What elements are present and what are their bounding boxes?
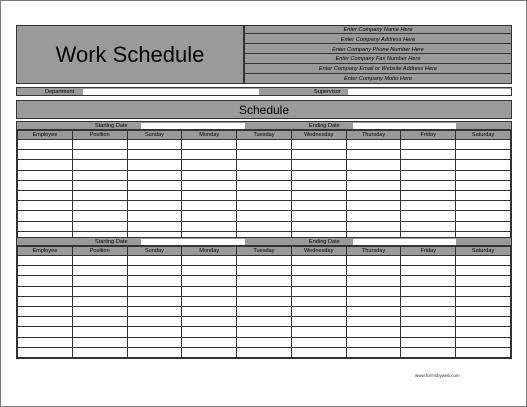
- schedule-cell[interactable]: [182, 211, 237, 221]
- schedule-cell[interactable]: [237, 286, 292, 296]
- col-monday: Monday: [182, 131, 237, 140]
- schedule-cell[interactable]: [72, 337, 127, 347]
- schedule-cell[interactable]: [237, 296, 292, 306]
- schedule-cell[interactable]: [346, 201, 401, 211]
- schedule-cell[interactable]: [291, 327, 346, 337]
- schedule-cell[interactable]: [456, 180, 511, 190]
- schedule-cell[interactable]: [456, 221, 511, 231]
- schedule-cell[interactable]: [401, 347, 456, 357]
- schedule-cell[interactable]: [291, 170, 346, 180]
- schedule-cell[interactable]: [182, 256, 237, 266]
- col-wednesday: Wednesday: [291, 247, 346, 256]
- schedule-cell[interactable]: [72, 211, 127, 221]
- footer-url: www.formsbyweb.com: [415, 373, 460, 378]
- schedule-cell[interactable]: [237, 256, 292, 266]
- schedule-cell[interactable]: [182, 286, 237, 296]
- schedule-cell[interactable]: [401, 190, 456, 200]
- schedule-cell[interactable]: [72, 256, 127, 266]
- schedule-cell[interactable]: [127, 160, 182, 170]
- col-thursday: Thursday: [346, 247, 401, 256]
- schedule-cell[interactable]: [72, 347, 127, 357]
- department-input[interactable]: [83, 89, 259, 95]
- schedule-cell[interactable]: [127, 190, 182, 200]
- schedule-cell[interactable]: [456, 317, 511, 327]
- schedule-cell[interactable]: [346, 221, 401, 231]
- col-position: Position: [72, 131, 127, 140]
- schedule-cell[interactable]: [18, 347, 73, 357]
- schedule-cell[interactable]: [72, 140, 127, 150]
- schedule-cell[interactable]: [127, 276, 182, 286]
- schedule-cell[interactable]: [346, 140, 401, 150]
- schedule-cell[interactable]: [456, 347, 511, 357]
- schedule-cell[interactable]: [346, 180, 401, 190]
- schedule-cell[interactable]: [18, 256, 73, 266]
- schedule-cell[interactable]: [182, 180, 237, 190]
- table-row: [18, 140, 511, 150]
- schedule-cell[interactable]: [127, 296, 182, 306]
- schedule-cell[interactable]: [18, 190, 73, 200]
- schedule-cell[interactable]: [237, 266, 292, 276]
- department-label: Department: [45, 89, 75, 95]
- schedule-cell[interactable]: [18, 150, 73, 160]
- schedule-cell[interactable]: [401, 211, 456, 221]
- supervisor-label: Supervisor: [314, 89, 341, 95]
- schedule-cell[interactable]: [18, 170, 73, 180]
- table-row: [18, 170, 511, 180]
- schedule-cell[interactable]: [237, 276, 292, 286]
- table-row: [18, 266, 511, 276]
- schedule-cell[interactable]: [18, 221, 73, 231]
- schedule-cell[interactable]: [456, 266, 511, 276]
- schedule-cell[interactable]: [18, 317, 73, 327]
- schedule-cell[interactable]: [291, 201, 346, 211]
- schedule-cell[interactable]: [346, 306, 401, 316]
- schedule-cell[interactable]: [182, 327, 237, 337]
- schedule-cell[interactable]: [182, 276, 237, 286]
- schedule-cell[interactable]: [401, 170, 456, 180]
- schedule-cell[interactable]: [401, 337, 456, 347]
- schedule-cell[interactable]: [72, 266, 127, 276]
- col-wednesday: Wednesday: [291, 131, 346, 140]
- schedule-cell[interactable]: [182, 337, 237, 347]
- schedule-cell[interactable]: [346, 211, 401, 221]
- company-motto-field[interactable]: Enter Company Motto Here: [343, 76, 413, 82]
- schedule-cell[interactable]: [291, 140, 346, 150]
- schedule-cell[interactable]: [401, 180, 456, 190]
- schedule-cell[interactable]: [237, 211, 292, 221]
- schedule-cell[interactable]: [127, 266, 182, 276]
- col-sunday: Sunday: [127, 247, 182, 256]
- company-name-field[interactable]: Enter Company Name Here: [245, 26, 511, 34]
- schedule-cell[interactable]: [346, 150, 401, 160]
- schedule-cell[interactable]: [346, 317, 401, 327]
- schedule-cell[interactable]: [18, 337, 73, 347]
- schedule-cell[interactable]: [72, 306, 127, 316]
- schedule-cell[interactable]: [182, 160, 237, 170]
- schedule-cell[interactable]: [72, 286, 127, 296]
- schedule-cell[interactable]: [127, 221, 182, 231]
- schedule-cell[interactable]: [182, 347, 237, 357]
- schedule-cell[interactable]: [291, 317, 346, 327]
- schedule-cell[interactable]: [346, 347, 401, 357]
- table-row: [18, 347, 511, 357]
- schedule-cell[interactable]: [291, 347, 346, 357]
- schedule-cell[interactable]: [182, 306, 237, 316]
- schedule-cell[interactable]: [237, 306, 292, 316]
- table-row: [18, 201, 511, 211]
- schedule-cell[interactable]: [401, 256, 456, 266]
- col-position: Position: [72, 247, 127, 256]
- schedule-cell[interactable]: [127, 140, 182, 150]
- schedule-cell[interactable]: [18, 140, 73, 150]
- schedule-cell[interactable]: [72, 160, 127, 170]
- schedule-cell[interactable]: [72, 317, 127, 327]
- schedule-cell[interactable]: [18, 286, 73, 296]
- schedule-cell[interactable]: [18, 276, 73, 286]
- col-friday: Friday: [401, 247, 456, 256]
- table-row: [18, 256, 511, 266]
- schedule-cell[interactable]: [291, 160, 346, 170]
- schedule-cell[interactable]: [456, 276, 511, 286]
- schedule-cell[interactable]: [401, 327, 456, 337]
- schedule-cell[interactable]: [237, 327, 292, 337]
- schedule-cell[interactable]: [237, 170, 292, 180]
- schedule-cell[interactable]: [291, 180, 346, 190]
- schedule-cell[interactable]: [346, 190, 401, 200]
- table-row: [18, 180, 511, 190]
- schedule-cell[interactable]: [127, 180, 182, 190]
- schedule-cell[interactable]: [237, 337, 292, 347]
- col-saturday: Saturday: [456, 247, 511, 256]
- schedule-cell[interactable]: [18, 201, 73, 211]
- schedule-cell[interactable]: [291, 286, 346, 296]
- schedule-cell[interactable]: [346, 160, 401, 170]
- schedule-cell[interactable]: [346, 170, 401, 180]
- schedule-cell[interactable]: [127, 211, 182, 221]
- schedule-cell[interactable]: [127, 201, 182, 211]
- schedule-cell[interactable]: [237, 150, 292, 160]
- col-tuesday: Tuesday: [237, 247, 292, 256]
- schedule-cell[interactable]: [346, 256, 401, 266]
- schedule-cell[interactable]: [237, 190, 292, 200]
- schedule-cell[interactable]: [291, 296, 346, 306]
- schedule-cell[interactable]: [72, 296, 127, 306]
- schedule-cell[interactable]: [182, 170, 237, 180]
- schedule-cell[interactable]: [127, 337, 182, 347]
- schedule-cell[interactable]: [456, 150, 511, 160]
- schedule-cell[interactable]: [182, 140, 237, 150]
- table-row: [18, 190, 511, 200]
- schedule-cell[interactable]: [456, 327, 511, 337]
- starting-date-label: Starting Date: [95, 239, 128, 245]
- schedule-cell[interactable]: [346, 266, 401, 276]
- col-monday: Monday: [182, 247, 237, 256]
- company-phone-field[interactable]: Enter Company Phone Number Here: [245, 46, 511, 54]
- schedule-cell[interactable]: [291, 190, 346, 200]
- schedule-cell[interactable]: [18, 266, 73, 276]
- grid-1-body: [18, 140, 511, 242]
- schedule-cell[interactable]: [182, 150, 237, 160]
- schedule-cell[interactable]: [182, 221, 237, 231]
- company-address-field[interactable]: Enter Company Address Here: [245, 36, 511, 44]
- schedule-cell[interactable]: [127, 327, 182, 337]
- schedule-cell[interactable]: [127, 317, 182, 327]
- schedule-cell[interactable]: [237, 140, 292, 150]
- schedule-cell[interactable]: [127, 347, 182, 357]
- table-row: [18, 160, 511, 170]
- schedule-cell[interactable]: [127, 170, 182, 180]
- schedule-cell[interactable]: [237, 180, 292, 190]
- supervisor-input[interactable]: [348, 89, 511, 95]
- schedule-cell[interactable]: [291, 276, 346, 286]
- schedule-cell[interactable]: [72, 170, 127, 180]
- schedule-cell[interactable]: [456, 286, 511, 296]
- schedule-cell[interactable]: [72, 190, 127, 200]
- schedule-cell[interactable]: [18, 296, 73, 306]
- schedule-cell[interactable]: [291, 150, 346, 160]
- schedule-cell[interactable]: [291, 266, 346, 276]
- schedule-cell[interactable]: [18, 160, 73, 170]
- schedule-cell[interactable]: [291, 306, 346, 316]
- schedule-cell[interactable]: [401, 140, 456, 150]
- department-supervisor-row: [16, 87, 512, 96]
- schedule-cell[interactable]: [346, 286, 401, 296]
- form-title: Work Schedule: [16, 25, 244, 84]
- schedule-cell[interactable]: [401, 221, 456, 231]
- schedule-cell[interactable]: [291, 211, 346, 221]
- schedule-cell[interactable]: [401, 306, 456, 316]
- schedule-cell[interactable]: [237, 160, 292, 170]
- schedule-cell[interactable]: [72, 276, 127, 286]
- schedule-cell[interactable]: [401, 160, 456, 170]
- schedule-cell[interactable]: [401, 296, 456, 306]
- schedule-cell[interactable]: [291, 221, 346, 231]
- table-row: [18, 286, 511, 296]
- schedule-cell[interactable]: [456, 160, 511, 170]
- schedule-cell[interactable]: [18, 327, 73, 337]
- starting-date-label: Starting Date: [95, 123, 128, 129]
- table-row: [18, 296, 511, 306]
- schedule-cell[interactable]: [182, 266, 237, 276]
- table-row: [18, 337, 511, 347]
- schedule-cell[interactable]: [18, 211, 73, 221]
- ending-date-label: Ending Date: [309, 239, 340, 245]
- schedule-cell[interactable]: [456, 337, 511, 347]
- schedule-cell[interactable]: [401, 276, 456, 286]
- schedule-cell[interactable]: [346, 327, 401, 337]
- col-saturday: Saturday: [456, 131, 511, 140]
- schedule-cell[interactable]: [237, 221, 292, 231]
- schedule-grid-2: [16, 245, 512, 359]
- schedule-cell[interactable]: [237, 201, 292, 211]
- schedule-cell[interactable]: [456, 201, 511, 211]
- schedule-cell[interactable]: [182, 190, 237, 200]
- col-tuesday: Tuesday: [237, 131, 292, 140]
- schedule-cell[interactable]: [346, 337, 401, 347]
- schedule-cell[interactable]: [456, 190, 511, 200]
- table-row: [18, 150, 511, 160]
- schedule-cell[interactable]: [291, 337, 346, 347]
- table-row: [18, 327, 511, 337]
- col-employee: Employee: [18, 247, 73, 256]
- table-row: [18, 306, 511, 316]
- schedule-cell[interactable]: [72, 180, 127, 190]
- schedule-cell[interactable]: [127, 286, 182, 296]
- company-email-field[interactable]: Enter Company Email or Website Address Here: [245, 65, 511, 73]
- schedule-cell[interactable]: [456, 140, 511, 150]
- col-sunday: Sunday: [127, 131, 182, 140]
- schedule-cell[interactable]: [182, 317, 237, 327]
- schedule-cell[interactable]: [18, 180, 73, 190]
- schedule-cell[interactable]: [401, 317, 456, 327]
- schedule-cell[interactable]: [401, 266, 456, 276]
- table-row: [18, 317, 511, 327]
- schedule-cell[interactable]: [401, 150, 456, 160]
- col-thursday: Thursday: [346, 131, 401, 140]
- schedule-cell[interactable]: [72, 221, 127, 231]
- schedule-cell[interactable]: [127, 306, 182, 316]
- schedule-cell[interactable]: [72, 150, 127, 160]
- grid-2-body: [18, 256, 511, 358]
- col-employee: Employee: [18, 131, 73, 140]
- schedule-cell[interactable]: [127, 150, 182, 160]
- schedule-cell[interactable]: [346, 296, 401, 306]
- schedule-cell[interactable]: [237, 317, 292, 327]
- schedule-cell[interactable]: [182, 201, 237, 211]
- schedule-cell[interactable]: [401, 286, 456, 296]
- col-friday: Friday: [401, 131, 456, 140]
- schedule-header-bar: Schedule: [16, 100, 512, 119]
- schedule-cell[interactable]: [456, 256, 511, 266]
- schedule-cell[interactable]: [18, 306, 73, 316]
- company-fax-field[interactable]: Enter Company Fax Number Here: [245, 55, 511, 63]
- schedule-cell[interactable]: [456, 211, 511, 221]
- schedule-cell[interactable]: [182, 296, 237, 306]
- schedule-grid-1: [16, 129, 512, 243]
- schedule-cell[interactable]: [291, 256, 346, 266]
- schedule-cell[interactable]: [346, 276, 401, 286]
- schedule-cell[interactable]: [456, 306, 511, 316]
- schedule-cell[interactable]: [237, 347, 292, 357]
- company-info-box: [244, 25, 512, 84]
- schedule-cell[interactable]: [72, 201, 127, 211]
- ending-date-label: Ending Date: [309, 123, 340, 129]
- table-row: [18, 221, 511, 231]
- schedule-cell[interactable]: [456, 170, 511, 180]
- schedule-cell[interactable]: [72, 327, 127, 337]
- schedule-cell[interactable]: [401, 201, 456, 211]
- table-row: [18, 211, 511, 221]
- schedule-cell[interactable]: [127, 256, 182, 266]
- table-row: [18, 276, 511, 286]
- schedule-cell[interactable]: [456, 296, 511, 306]
